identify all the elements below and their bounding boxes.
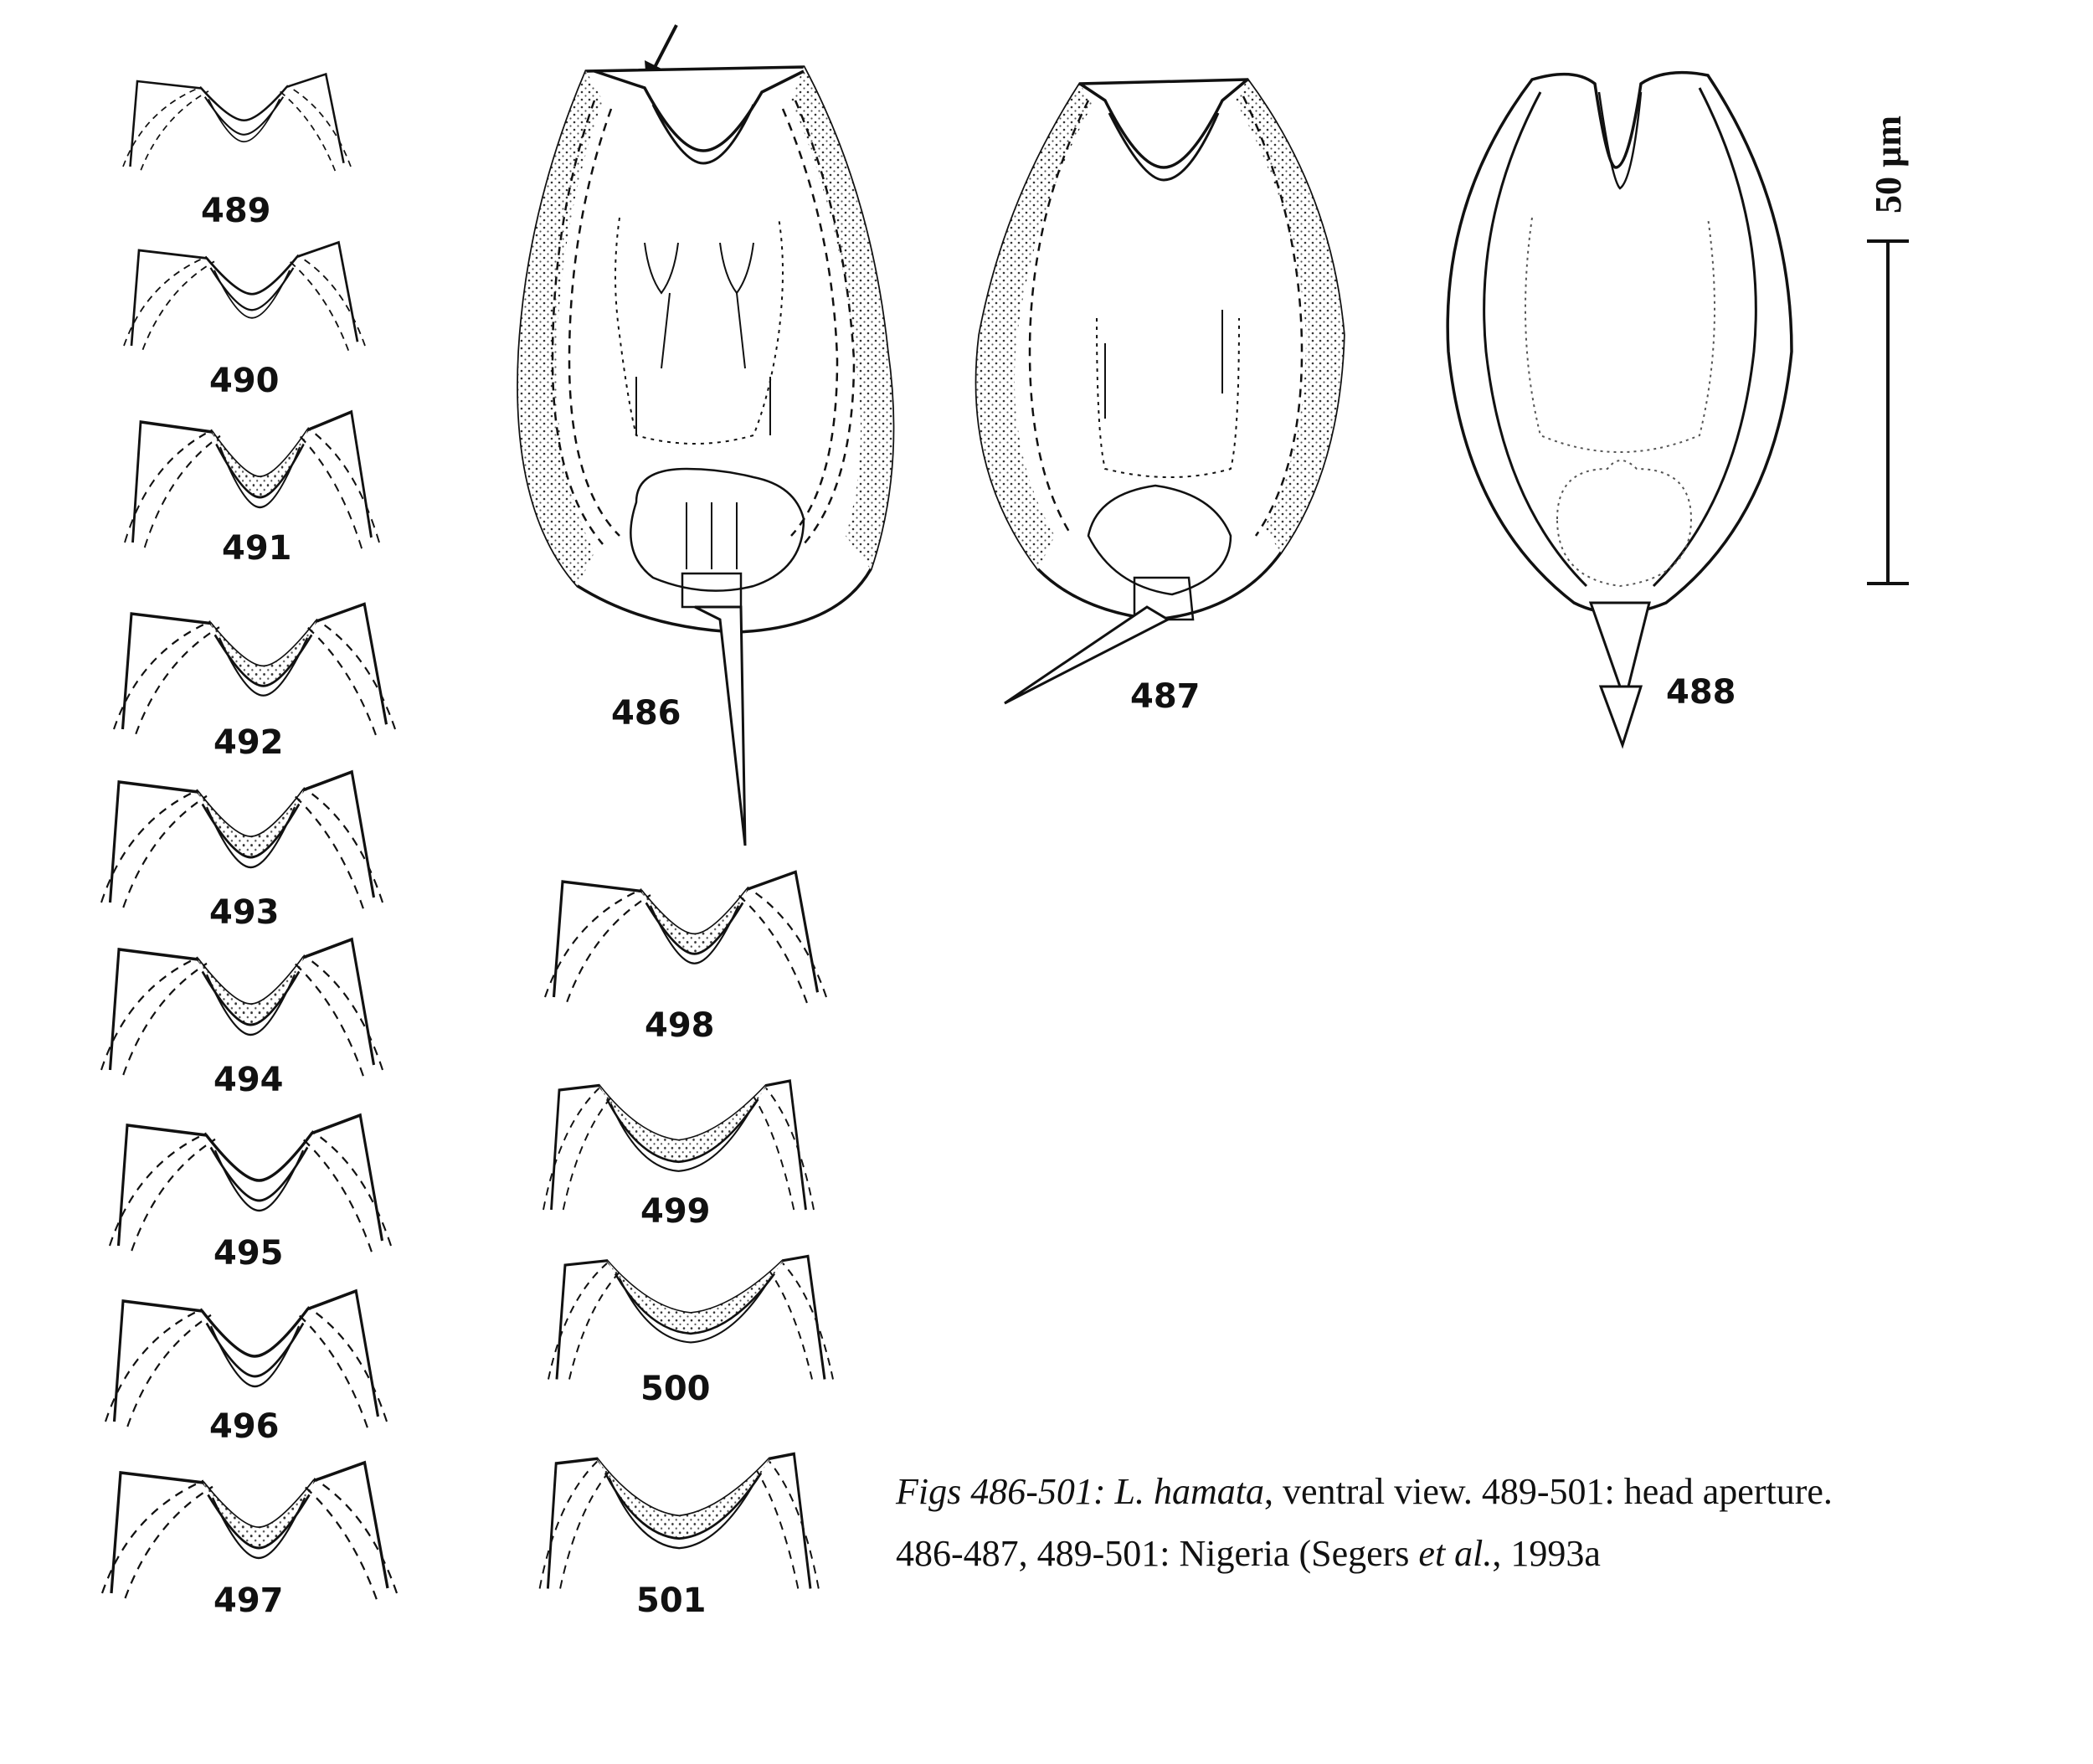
label-501: 501 (636, 1581, 707, 1620)
caption-year: , 1993a (1492, 1533, 1601, 1574)
caption-line-2 (896, 1523, 2085, 1585)
fig-496 (105, 1291, 387, 1446)
fig-499 (543, 1081, 814, 1231)
fig-486 (518, 25, 893, 846)
label-499: 499 (640, 1192, 711, 1231)
label-491: 491 (222, 529, 292, 568)
label-492: 492 (213, 723, 284, 762)
caption-line-1 (896, 1461, 2085, 1523)
label-495: 495 (213, 1234, 284, 1273)
label-488: 488 (1666, 673, 1736, 712)
fig-498 (545, 872, 826, 1046)
caption-description: , ventral view. 489-501: head aperture. (1264, 1471, 1833, 1512)
scale-bar (1867, 116, 1909, 584)
label-496: 496 (209, 1407, 280, 1446)
label-489: 489 (201, 192, 271, 230)
label-494: 494 (213, 1061, 284, 1099)
fig-491 (125, 412, 379, 568)
figure-caption (896, 1461, 2085, 1585)
fig-501 (540, 1454, 819, 1621)
caption-locality: 486-487, 489-501: Nigeria (Segers (896, 1533, 1419, 1574)
label-487: 487 (1130, 677, 1201, 716)
label-493: 493 (209, 893, 280, 932)
fig-490 (124, 243, 365, 401)
fig-500 (548, 1257, 833, 1409)
label-490: 490 (209, 362, 280, 400)
fig-497 (102, 1463, 397, 1620)
label-497: 497 (213, 1581, 284, 1620)
scale-bar-label: 50 µm (1868, 115, 1909, 213)
fig-489 (123, 75, 351, 231)
fig-488 (1448, 73, 1792, 745)
label-500: 500 (640, 1370, 711, 1408)
caption-title: Figs 486-501: L. hamata (896, 1471, 1264, 1512)
label-498: 498 (645, 1006, 715, 1045)
caption-et-al: et al. (1418, 1533, 1493, 1574)
fig-495 (110, 1115, 391, 1273)
fig-493 (101, 772, 383, 932)
fig-487 (976, 80, 1344, 716)
fig-494 (101, 939, 383, 1099)
label-486: 486 (611, 694, 681, 733)
fig-492 (114, 604, 395, 763)
